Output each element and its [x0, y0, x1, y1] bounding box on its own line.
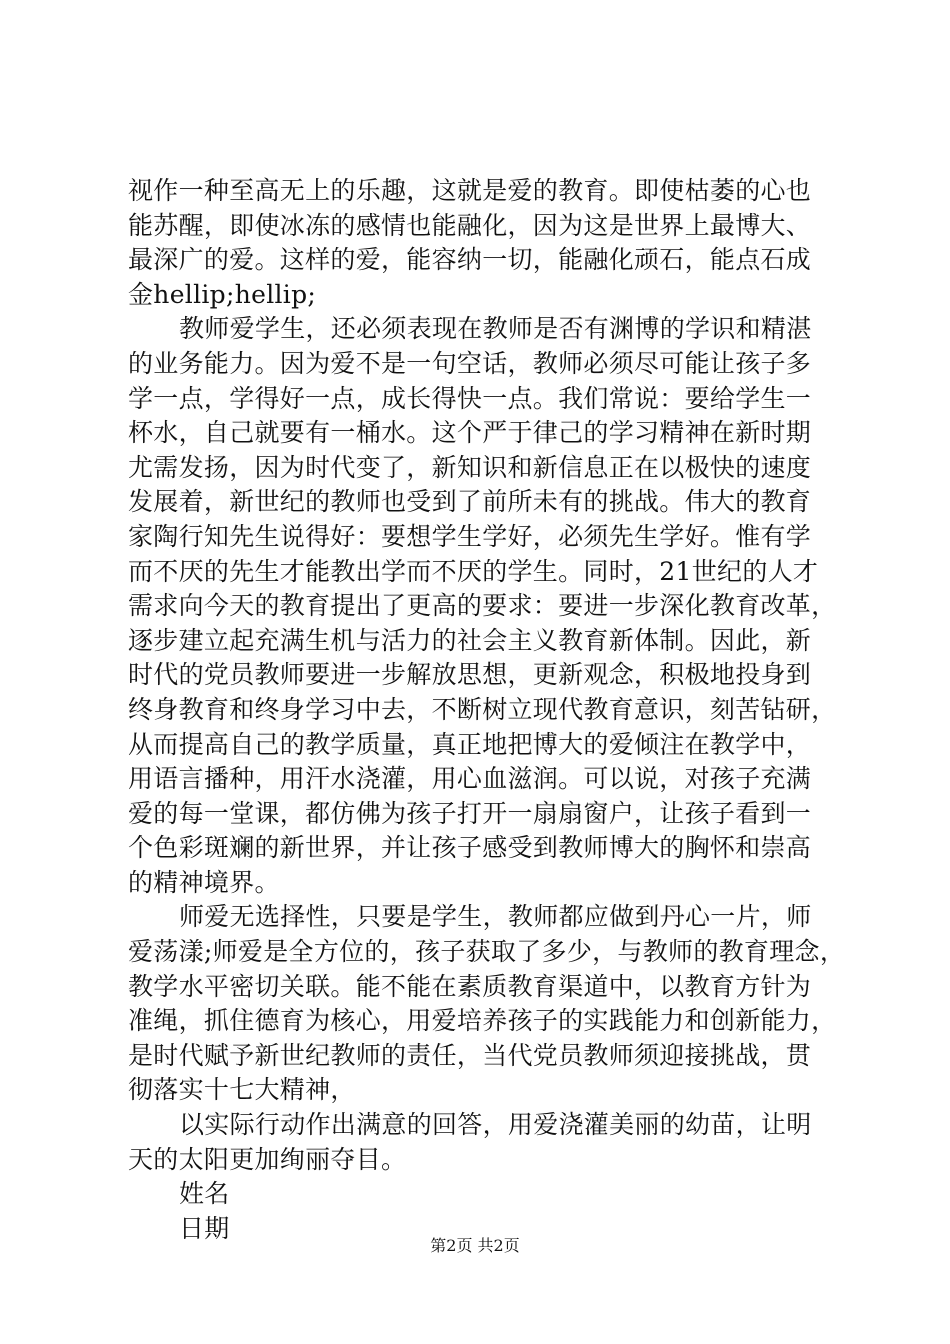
- text-line: 金hellip;hellip;: [128, 279, 317, 309]
- signature-date-label: 日期: [179, 1213, 230, 1243]
- text-line: 彻落实十七大精神，: [128, 1075, 356, 1105]
- text-line: 时代的党员教师要进一步解放思想，更新观念，积极地投身到: [128, 660, 812, 690]
- body-text: [128, 174, 846, 1246]
- paragraph-start-line: 以实际行动作出满意的回答，用爱浇灌美丽的幼苗，让明: [179, 1110, 812, 1140]
- text-line: 而不厌的先生才能教出学而不厌的学生。同时，21世纪的人才: [128, 556, 819, 586]
- text-line: 是时代赋予新世纪教师的责任，当代党员教师须迎接挑战，贯: [128, 1040, 812, 1070]
- text-line: 天的太阳更加绚丽夺目。: [128, 1144, 407, 1174]
- text-line: 终身教育和终身学习中去，不断树立现代教育意识，刻苦钻研，: [128, 694, 837, 724]
- text-line: 用语言播种，用汗水浇灌，用心血滋润。可以说，对孩子充满: [128, 764, 812, 794]
- text-line: 准绳，抓住德育为核心，用爱培养孩子的实践能力和创新能力，: [128, 1006, 837, 1036]
- paragraph-start-line: 师爱无选择性，只要是学生，教师都应做到丹心一片，师: [179, 902, 812, 932]
- text-line: 杯水，自己就要有一桶水。这个严于律己的学习精神在新时期: [128, 418, 812, 448]
- paragraph-start-line: 教师爱学生，还必须表现在教师是否有渊博的学识和精湛: [179, 314, 812, 344]
- text-line: 的精神境界。: [128, 867, 280, 897]
- text-line: 家陶行知先生说得好：要想学生学好，必须先生学好。惟有学: [128, 521, 812, 551]
- text-line: 需求向今天的教育提出了更高的要求：要进一步深化教育改革，: [128, 591, 837, 621]
- text-line: 逐步建立起充满生机与活力的社会主义教育新体制。因此，新: [128, 625, 812, 655]
- text-line: 能苏醒，即使冰冻的感情也能融化，因为这是世界上最博大、: [128, 210, 812, 240]
- signature-name-label: 姓名: [179, 1179, 230, 1209]
- text-line: 发展着，新世纪的教师也受到了前所未有的挑战。伟大的教育: [128, 487, 812, 517]
- text-line: 爱荡漾;师爱是全方位的，孩子获取了多少，与教师的教育理念，: [128, 937, 846, 967]
- text-line: 爱的每一堂课，都仿佛为孩子打开一扇扇窗户，让孩子看到一: [128, 798, 812, 828]
- text-line: 学一点，学得好一点，成长得快一点。我们常说：要给学生一: [128, 383, 812, 413]
- text-line: 视作一种至高无上的乐趣，这就是爱的教育。即使枯萎的心也: [128, 176, 812, 205]
- text-line: 的业务能力。因为爱不是一句空话，教师必须尽可能让孩子多: [128, 348, 812, 378]
- text-line: 教学水平密切关联。能不能在素质教育渠道中，以教育方针为: [128, 971, 812, 1001]
- text-line: 从而提高自己的教学质量，真正地把博大的爱倾注在教学中，: [128, 729, 812, 759]
- page-number-footer: 第2页 共2页: [430, 1236, 520, 1255]
- text-line: 最深广的爱。这样的爱，能容纳一切，能融化顽石，能点石成: [128, 245, 812, 275]
- text-line: 尤需发扬，因为时代变了，新知识和新信息正在以极快的速度: [128, 452, 812, 482]
- text-line: 个色彩斑斓的新世界，并让孩子感受到教师博大的胸怀和崇高: [128, 833, 812, 863]
